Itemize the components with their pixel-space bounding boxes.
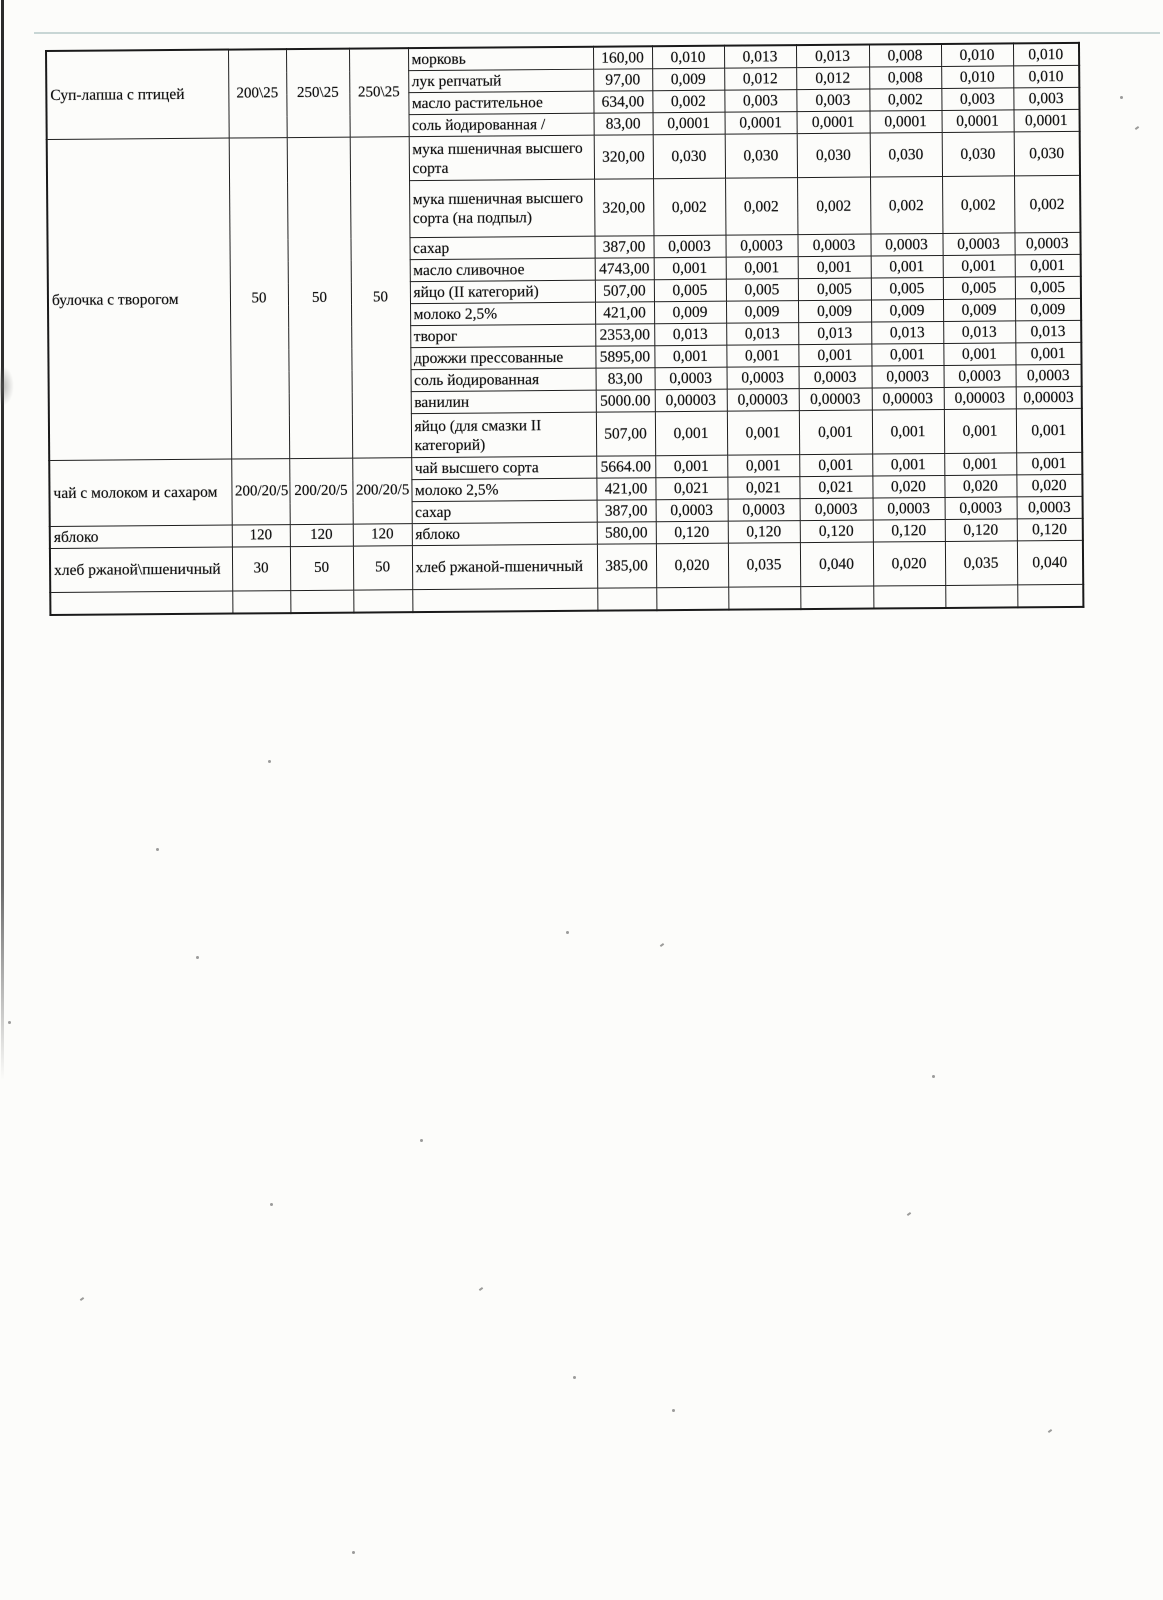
- value-cell: 0,00003: [655, 389, 727, 412]
- value-cell: 0,009: [943, 299, 1015, 322]
- portion-cell: [290, 590, 353, 612]
- scan-speck: [932, 1075, 935, 1078]
- portion-cell: 120: [290, 524, 353, 546]
- value-cell: 0,120: [945, 519, 1017, 542]
- value-cell: 0,002: [942, 176, 1014, 234]
- value-cell: 0,030: [1014, 131, 1080, 176]
- value-cell: 0,035: [945, 541, 1017, 586]
- value-cell: 0,005: [943, 277, 1015, 300]
- value-cell: 0,013: [798, 322, 871, 345]
- portion-cell: 50: [229, 138, 290, 459]
- price-cell: 5895,00: [595, 346, 654, 368]
- value-cell: 0,005: [871, 277, 943, 300]
- value-cell: 0,001: [726, 257, 798, 280]
- value-cell: 0,0001: [797, 111, 870, 134]
- value-cell: 0,0003: [727, 367, 799, 390]
- value-cell: 0,00003: [727, 389, 799, 412]
- dish-cell: хлеб ржаной\пшеничный: [50, 547, 232, 592]
- value-cell: 0,003: [1013, 87, 1079, 110]
- ingredient-cell: молоко 2,5%: [411, 478, 596, 501]
- scan-speck: [420, 1139, 423, 1142]
- price-cell: 507,00: [595, 280, 654, 302]
- value-cell: 0,001: [799, 410, 872, 455]
- value-cell: 0,0003: [728, 499, 800, 522]
- ingredient-cell: яйцо (для смазки II категорий): [411, 412, 596, 457]
- value-cell: 0,030: [725, 134, 797, 179]
- value-cell: 0,120: [728, 521, 800, 544]
- value-cell: 0,0001: [942, 110, 1014, 133]
- value-cell: 0,005: [726, 279, 798, 302]
- value-cell: 0,00003: [944, 387, 1016, 410]
- value-cell: 0,0003: [799, 366, 872, 389]
- value-cell: 0,009: [1015, 298, 1081, 321]
- value-cell: 0,0003: [656, 499, 728, 522]
- menu-table-body: [46, 43, 1083, 615]
- value-cell: 0,020: [944, 475, 1016, 498]
- dish-cell: Суп-лапша с птицей: [46, 50, 229, 140]
- scan-speck: [268, 760, 271, 763]
- value-cell: 0,013: [1015, 320, 1081, 343]
- price-cell: 634,00: [593, 91, 652, 113]
- value-cell: 0,001: [798, 256, 871, 279]
- portion-cell: 200/20/5: [231, 459, 290, 525]
- portion-cell: 200/20/5: [352, 458, 412, 524]
- value-cell: 0,030: [870, 132, 942, 177]
- value-cell: 0,013: [943, 321, 1015, 344]
- value-cell: 0,001: [871, 343, 943, 366]
- price-cell: 5664.00: [596, 456, 655, 478]
- ingredient-cell: масло сливочное: [410, 258, 595, 281]
- value-cell: 0,0001: [653, 112, 725, 135]
- price-cell: 160,00: [593, 46, 652, 69]
- value-cell: 0,0003: [655, 367, 727, 390]
- scan-speck: [573, 1376, 576, 1379]
- value-cell: 0,120: [1017, 518, 1083, 541]
- ingredient-cell: ванилин: [411, 390, 596, 413]
- portion-cell: 50: [287, 137, 353, 458]
- value-cell: 0,0003: [872, 365, 944, 388]
- value-cell: 0,00003: [799, 388, 872, 411]
- value-cell: 0,002: [797, 177, 870, 235]
- price-cell: 83,00: [594, 113, 653, 135]
- value-cell: 0,001: [655, 455, 727, 478]
- ingredient-cell: чай высшего сорта: [411, 456, 596, 479]
- value-cell: 0,021: [799, 476, 872, 499]
- portion-cell: 50: [353, 546, 412, 590]
- value-cell: 0,001: [1015, 342, 1081, 365]
- ingredient-cell: мука пшеничная высшего сорта: [409, 135, 594, 180]
- value-cell: 0,0003: [945, 497, 1017, 520]
- ingredient-cell: [412, 588, 597, 611]
- value-cell: 0,001: [655, 411, 727, 456]
- value-cell: 0,002: [1014, 175, 1080, 233]
- value-cell: 0,001: [1016, 408, 1082, 453]
- value-cell: 0,005: [798, 278, 871, 301]
- value-cell: 0,009: [654, 301, 726, 324]
- value-cell: [800, 586, 873, 609]
- value-cell: [656, 587, 728, 610]
- price-cell: 5000.00: [596, 390, 655, 412]
- price-cell: 97,00: [593, 69, 652, 91]
- ingredient-cell: лук репчатый: [408, 69, 593, 92]
- price-cell: 421,00: [595, 302, 654, 324]
- value-cell: 0,010: [941, 66, 1013, 89]
- value-cell: 0,010: [1013, 65, 1079, 88]
- price-cell: 83,00: [596, 368, 655, 390]
- ingredient-cell: соль йодированная: [411, 368, 596, 391]
- value-cell: 0,009: [798, 300, 871, 323]
- value-cell: 0,001: [943, 343, 1015, 366]
- price-cell: 320,00: [594, 135, 653, 179]
- scan-speck: [1135, 126, 1139, 130]
- value-cell: 0,012: [724, 68, 796, 91]
- scanner-edge-artifact: [1, 0, 4, 1080]
- price-cell: 385,00: [597, 544, 656, 588]
- value-cell: 0,0003: [725, 235, 797, 258]
- scanner-line-artifact: [34, 32, 1160, 34]
- value-cell: 0,001: [799, 454, 872, 477]
- ingredient-cell: яблоко: [412, 522, 597, 545]
- value-cell: 0,030: [653, 134, 725, 179]
- value-cell: 0,0001: [1014, 109, 1080, 132]
- value-cell: 0,003: [941, 88, 1013, 111]
- portion-cell: 200\25: [228, 49, 287, 138]
- value-cell: 0,0003: [873, 497, 945, 520]
- value-cell: 0,013: [871, 321, 943, 344]
- value-cell: 0,0003: [942, 233, 1014, 256]
- value-cell: 0,002: [869, 88, 941, 111]
- portion-cell: 50: [290, 546, 353, 590]
- scan-speck: [352, 1551, 355, 1554]
- scan-speck: [156, 848, 159, 851]
- value-cell: 0,001: [654, 345, 726, 368]
- ingredient-cell: масло растительное: [408, 91, 593, 114]
- value-cell: 0,012: [796, 67, 869, 90]
- ration-table: [45, 42, 1084, 616]
- value-cell: 0,0001: [725, 112, 797, 135]
- value-cell: 0,0003: [1017, 496, 1083, 519]
- price-cell: 4743,00: [595, 258, 654, 280]
- value-cell: 0,001: [944, 453, 1016, 476]
- value-cell: 0,020: [872, 475, 944, 498]
- value-cell: 0,0003: [1016, 364, 1082, 387]
- portion-cell: 50: [350, 137, 412, 458]
- ingredient-cell: сахар: [412, 500, 597, 523]
- value-cell: 0,0003: [870, 233, 942, 256]
- value-cell: 0,009: [652, 68, 724, 91]
- dish-cell: булочка с творогом: [47, 138, 232, 460]
- price-cell: 320,00: [594, 179, 653, 236]
- value-cell: 0,021: [655, 477, 727, 500]
- value-cell: 0,001: [798, 344, 871, 367]
- value-cell: 0,001: [943, 255, 1015, 278]
- value-cell: 0,002: [725, 178, 797, 236]
- value-cell: 0,0003: [1014, 232, 1080, 255]
- value-cell: 0,00003: [872, 387, 944, 410]
- value-cell: [1017, 584, 1083, 607]
- value-cell: 0,120: [873, 519, 945, 542]
- value-cell: 0,009: [726, 301, 798, 324]
- value-cell: 0,001: [727, 411, 799, 456]
- value-cell: 0,120: [656, 521, 728, 544]
- value-cell: 0,0003: [653, 235, 725, 258]
- scan-speck: [8, 1021, 11, 1024]
- value-cell: 0,120: [800, 520, 873, 543]
- value-cell: 0,010: [941, 43, 1013, 66]
- scan-speck: [660, 943, 664, 947]
- value-cell: 0,002: [653, 178, 725, 236]
- scan-speck: [1048, 1429, 1052, 1433]
- price-cell: 507,00: [596, 412, 655, 456]
- value-cell: 0,020: [1016, 474, 1082, 497]
- value-cell: [728, 587, 800, 610]
- scan-speck: [270, 1203, 273, 1206]
- value-cell: 0,008: [869, 66, 941, 89]
- portion-cell: 250\25: [349, 48, 409, 137]
- value-cell: 0,002: [652, 90, 724, 113]
- ingredient-cell: яйцо (II категорий): [410, 280, 595, 303]
- value-cell: 0,013: [654, 323, 726, 346]
- value-cell: 0,001: [654, 257, 726, 280]
- scan-speck: [1120, 96, 1123, 99]
- value-cell: 0,003: [724, 90, 796, 113]
- value-cell: [873, 585, 945, 608]
- price-cell: 387,00: [594, 236, 653, 258]
- value-cell: 0,008: [869, 44, 941, 67]
- scan-speck: [80, 1297, 84, 1301]
- value-cell: 0,001: [1016, 452, 1082, 475]
- value-cell: 0,020: [873, 541, 945, 586]
- price-cell: [597, 588, 656, 610]
- portion-cell: 250\25: [286, 49, 350, 138]
- value-cell: 0,001: [872, 453, 944, 476]
- value-cell: 0,035: [728, 543, 800, 588]
- value-cell: 0,0001: [870, 110, 942, 133]
- scanner-smudge-artifact: [0, 366, 14, 406]
- portion-cell: 120: [232, 525, 290, 547]
- scan-speck: [907, 1212, 911, 1216]
- value-cell: 0,005: [654, 279, 726, 302]
- portion-cell: 30: [232, 547, 290, 591]
- price-cell: 421,00: [596, 478, 655, 500]
- scan-speck: [479, 1287, 483, 1291]
- ingredient-cell: хлеб ржаной-пшеничный: [412, 544, 597, 589]
- value-cell: 0,040: [800, 542, 873, 587]
- scan-speck: [566, 931, 569, 934]
- ingredient-cell: творог: [410, 324, 595, 347]
- value-cell: 0,002: [870, 176, 942, 234]
- portion-cell: 200/20/5: [289, 458, 353, 524]
- dish-cell: яблоко: [50, 525, 232, 548]
- value-cell: 0,001: [726, 345, 798, 368]
- value-cell: 0,0003: [800, 498, 873, 521]
- value-cell: 0,001: [1015, 254, 1081, 277]
- value-cell: 0,00003: [1016, 386, 1082, 409]
- ingredient-cell: молоко 2,5%: [410, 302, 595, 325]
- dish-cell: чай с молоком и сахаром: [49, 459, 232, 526]
- price-cell: 2353,00: [595, 324, 654, 346]
- dish-cell: [50, 591, 232, 614]
- price-cell: 580,00: [597, 522, 656, 544]
- value-cell: 0,001: [727, 455, 799, 478]
- value-cell: 0,021: [727, 477, 799, 500]
- price-cell: 387,00: [597, 500, 656, 522]
- ingredient-cell: мука пшеничная высшего сорта (на подпыл): [409, 179, 594, 237]
- value-cell: 0,040: [1017, 540, 1083, 585]
- value-cell: 0,013: [796, 45, 869, 68]
- value-cell: 0,010: [1013, 43, 1079, 66]
- value-cell: 0,030: [942, 132, 1014, 177]
- value-cell: 0,001: [871, 255, 943, 278]
- ration-table-wrap: [45, 42, 1084, 616]
- ingredient-cell: сахар: [409, 236, 594, 259]
- scan-speck: [196, 956, 199, 959]
- value-cell: 0,003: [796, 89, 869, 112]
- ingredient-cell: соль йодированная /: [409, 113, 594, 136]
- value-cell: 0,020: [656, 543, 728, 588]
- portion-cell: [232, 591, 290, 613]
- portion-cell: 120: [353, 524, 412, 546]
- value-cell: 0,001: [872, 409, 944, 454]
- value-cell: 0,005: [1015, 276, 1081, 299]
- value-cell: 0,013: [726, 323, 798, 346]
- value-cell: 0,0003: [797, 234, 870, 257]
- portion-cell: [353, 590, 412, 612]
- value-cell: 0,010: [652, 46, 724, 69]
- value-cell: [945, 585, 1017, 608]
- value-cell: 0,013: [724, 45, 796, 68]
- scan-speck: [672, 1409, 675, 1412]
- ingredient-cell: дрожжи прессованные: [410, 346, 595, 369]
- ingredient-cell: морковь: [408, 47, 593, 71]
- value-cell: 0,009: [871, 299, 943, 322]
- value-cell: 0,030: [797, 133, 870, 178]
- value-cell: 0,001: [944, 409, 1016, 454]
- value-cell: 0,0003: [944, 365, 1016, 388]
